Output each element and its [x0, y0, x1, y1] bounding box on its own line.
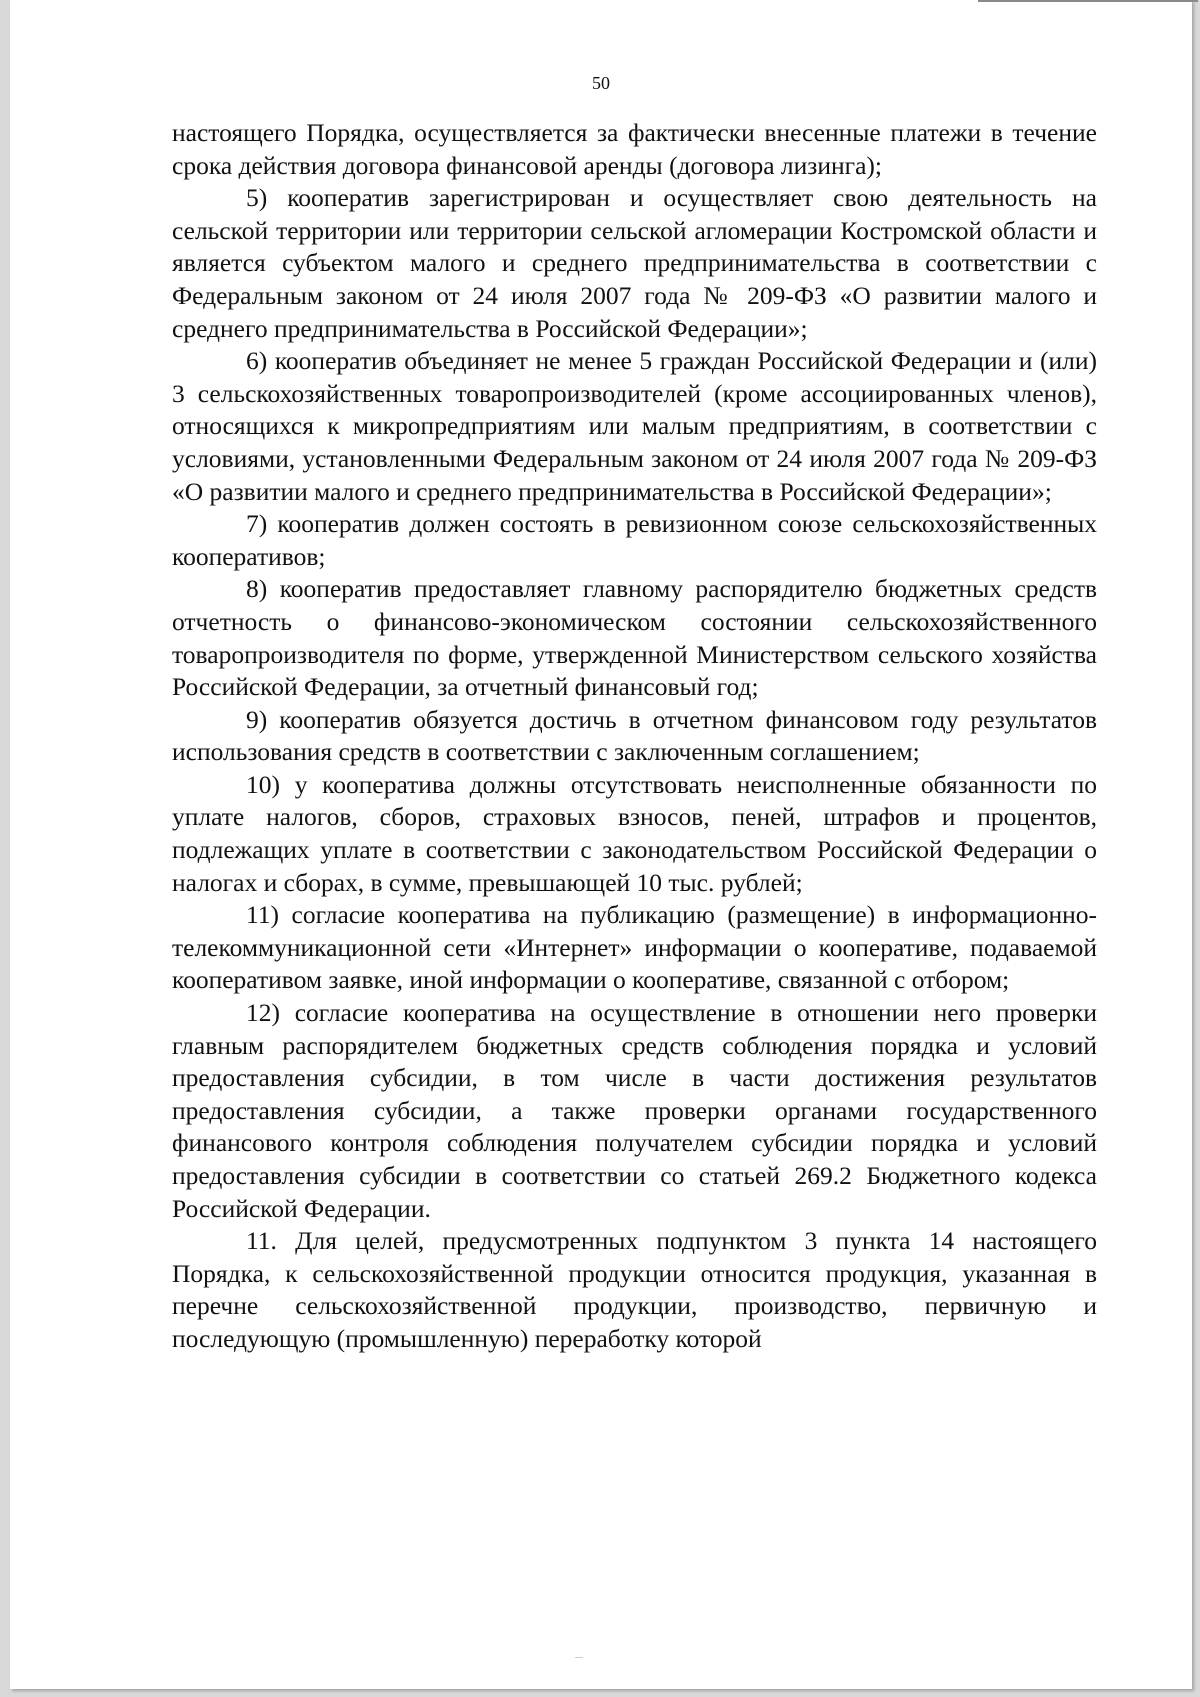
paragraph-item-12: 12) согласие кооператива на осуществление в отношении него проверки главным распорядителем бюджетных средств соблюдения порядка и условий предоставления субсидии, в том числе в части достижения результатов предоставления субсидии, а также проверки органами государственного финансового контроля соблюдения получателем субсидии порядка и условий предоставления субсидии в соответствии со статьей 269.2 Бюджетного кодекса Российской Федерации.	[172, 998, 1097, 1223]
paragraph-clause-11: 11. Для целей, предусмотренных подпунктом 3 пункта 14 настоящего Порядка, к сельскохозяйственной продукции относится продукция, указанная в перечне сельскохозяйственной продукции, производство, первичную и последующую (промышленную) переработку которой	[172, 1226, 1097, 1353]
paragraph-item-8: 8) кооператив предоставляет главному распорядителю бюджетных средств отчетность о финансово-экономическом состоянии сельскохозяйственного товаропроизводителя по форме, утвержденной Министерством сельского хозяйства Российской Федерации, за отчетный финансовый год;	[172, 574, 1097, 702]
paragraph-item-7: 7) кооператив должен состоять в ревизионном союзе сельскохозяйственных кооперативов;	[172, 509, 1097, 571]
paragraph-item-10: 10) у кооператива должны отсутствовать неисполненные обязанности по уплате налогов, сборов, страховых взносов, пеней, штрафов и процентов, подлежащих уплате в соответствии с законодательством Российской Федерации о налогах и сборах, в сумме, превышающей 10 тыс. рублей;	[172, 769, 1097, 897]
paragraph-item-6: 6) кооператив объединяет не менее 5 граждан Российской Федерации и (или) 3 сельскохозяйственных товаропроизводителей (кроме ассоциированных членов), относящихся к микропредприятиям или малым предприятиям, в соответствии с условиями, установленными Федеральным законом от 24 июля 2007 года № 209-ФЗ «О развитии малого и среднего предпринимательства в Российской Федерации»;	[172, 346, 1097, 506]
document-body	[172, 117, 1097, 1356]
page-edge-line	[978, 0, 1198, 2]
paragraph-item-5: 5) кооператив зарегистрирован и осуществляет свою деятельность на сельской территории или территории сельской агломерации Костромской области и является субъектом малого и среднего предпринимательства в соответствии с Федеральным законом от 24 июля 2007 года № 209-ФЗ «О развитии малого и среднего предпринимательства в Российской Федерации»;	[172, 183, 1097, 343]
scan-mark	[575, 1657, 583, 1658]
paragraph-item-11: 11) согласие кооператива на публикацию (размещение) в информационно-телекоммуникационной сети «Интернет» информации о кооперативе, подаваемой кооперативом заявке, иной информации о кооперативе, связанной с отбором;	[172, 900, 1097, 995]
paragraph-continuation: настоящего Порядка, осуществляется за фактически внесенные платежи в течение срока действия договора финансовой аренды (договора лизинга);	[172, 118, 1097, 180]
paragraph-item-9: 9) кооператив обязуется достичь в отчетном финансовом году результатов использования средств в соответствии с заключенным соглашением;	[172, 704, 1097, 767]
document-page	[10, 0, 1192, 1689]
page-number: 50	[592, 73, 610, 93]
